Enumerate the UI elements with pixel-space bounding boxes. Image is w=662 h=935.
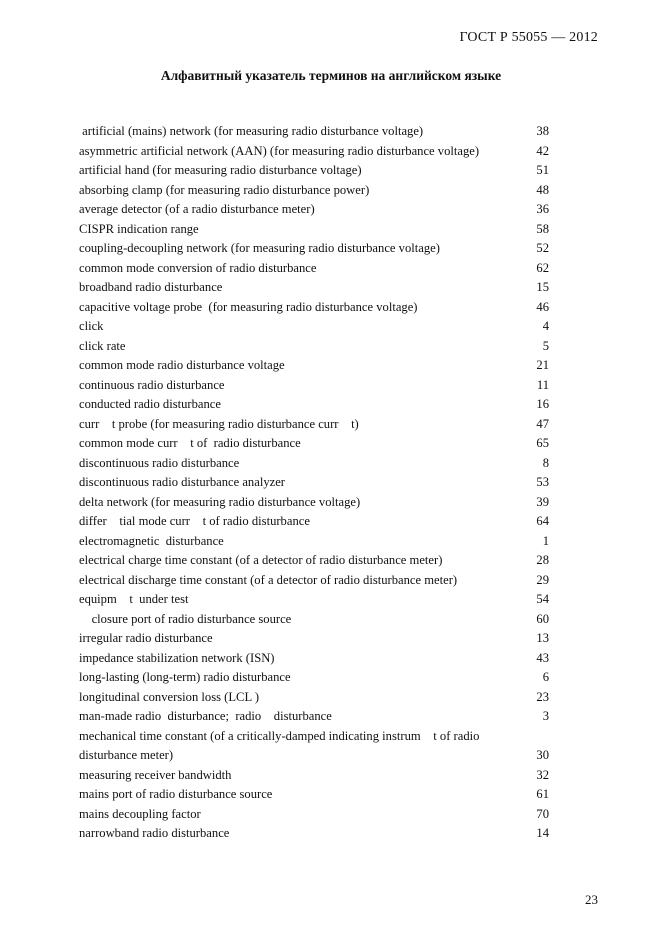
index-entry — [79, 220, 549, 240]
index-entry-page: 51 — [536, 163, 549, 177]
index-entry-term: differ tial mode curr t of radio disturbance — [79, 514, 310, 528]
index-entry — [79, 727, 549, 766]
index-entry — [79, 473, 549, 493]
index-entry-term: longitudinal conversion loss (LCL ) — [79, 689, 260, 704]
page-number: 23 — [585, 892, 598, 907]
index-entry-term: common mode conversion of radio disturbance — [79, 260, 317, 275]
index-entry-page: 36 — [536, 202, 549, 216]
index-entry-page: 3 — [542, 709, 549, 723]
index-entry-term: asymmetric artificial network (AAN) (for measuring radio disturbance voltage) — [79, 143, 480, 158]
index-entry-page: 38 — [536, 124, 549, 138]
index-entry-page: 64 — [536, 514, 549, 528]
index-entry-page: 8 — [542, 455, 549, 470]
index-entry — [79, 610, 549, 630]
index-entry — [79, 824, 549, 844]
index-entry — [79, 376, 549, 396]
index-entry-page: 60 — [536, 611, 549, 626]
index-entry-page: 47 — [536, 416, 549, 431]
index-entry — [79, 629, 549, 649]
index-entry — [79, 668, 549, 688]
index-entry-page: 42 — [536, 143, 549, 158]
index-entry-term: discontinuous radio disturbance analyzer — [79, 475, 285, 489]
index-entry-term: electrical discharge time constant (of a detector of radio disturbance meter) — [79, 572, 458, 587]
index-entry-term: average detector (of a radio disturbance meter) — [79, 202, 315, 216]
index-entry-term: click rate — [79, 338, 126, 353]
index-entry — [79, 688, 549, 708]
index-entry-page: 29 — [536, 572, 549, 587]
index-entry — [79, 512, 549, 532]
index-entry — [79, 181, 549, 201]
index-entry-page: 32 — [536, 767, 549, 782]
index-entry-page: 4 — [542, 319, 549, 333]
index-entry — [79, 161, 549, 181]
index-entry — [79, 707, 549, 727]
index-entry-term: closure port of radio disturbance source — [79, 611, 292, 626]
index-entry-term: common mode radio disturbance voltage — [79, 358, 285, 372]
index-entry-term: conducted radio disturbance — [79, 397, 221, 411]
index-entry — [79, 278, 549, 298]
index-entry — [79, 766, 549, 786]
index-entry-page: 61 — [536, 787, 549, 801]
index-entry-page: 15 — [536, 280, 549, 294]
index-entry-page: 16 — [536, 397, 549, 411]
index-entry-page: 48 — [536, 182, 549, 197]
index-entry-term: delta network (for measuring radio disturbance voltage) — [79, 494, 361, 509]
index-entry-term: artificial (mains) network (for measuring radio disturbance voltage) — [79, 124, 424, 138]
index-entry-term: click — [79, 319, 104, 333]
index-entry-page: 13 — [536, 631, 549, 645]
index-entry-term: broadband radio disturbance — [79, 280, 223, 294]
index-entry — [79, 532, 549, 552]
index-entry — [79, 590, 549, 610]
page-title: Алфавитный указатель терминов на английском языке — [160, 68, 502, 83]
index-entry-term: common mode curr t of radio disturbance — [79, 436, 301, 450]
index-entry-page: 1 — [542, 533, 549, 548]
index-entry — [79, 356, 549, 376]
index-entry-page: 23 — [536, 689, 549, 704]
index-entry-term: artificial hand (for measuring radio disturbance voltage) — [79, 163, 362, 177]
index-entry — [79, 434, 549, 454]
index-entry-page: 21 — [536, 358, 549, 372]
index-entry — [79, 571, 549, 591]
index-entry-term: equipm t under test — [79, 592, 189, 606]
index-entry-term: coupling-decoupling network (for measuring radio disturbance voltage) — [79, 241, 440, 255]
index-entry-page: 14 — [536, 826, 549, 840]
index-entry-page: 11 — [536, 377, 549, 392]
index-entry — [79, 337, 549, 357]
index-entry-term: measuring receiver bandwidth — [79, 767, 232, 782]
index-entry-page: 53 — [536, 475, 549, 489]
index-entry-page: 62 — [536, 260, 549, 275]
index-entry — [79, 805, 549, 825]
index-entry-term: continuous radio disturbance — [79, 377, 225, 392]
index-entry-page: 43 — [536, 650, 549, 665]
index-entry — [79, 493, 549, 513]
index-entry — [79, 454, 549, 474]
index-entry-term: mains port of radio disturbance source — [79, 787, 273, 801]
index-entry-term: mains decoupling factor — [79, 806, 201, 821]
index-entry-page: 28 — [536, 553, 549, 567]
index-entry-page: 6 — [542, 670, 549, 684]
index-entry-term: irregular radio disturbance — [79, 631, 213, 645]
index-entry-page: 5 — [542, 338, 549, 353]
index-entry — [79, 317, 549, 337]
index-entry-term: man-made radio disturbance; radio disturbance — [79, 709, 332, 723]
index-entry-page: 52 — [536, 241, 549, 255]
index-entry — [79, 785, 549, 805]
index-entry-term: narrowband radio disturbance — [79, 826, 230, 840]
index-entry-term: long-lasting (long-term) radio disturbance — [79, 670, 291, 684]
index-entry-page: 65 — [536, 436, 549, 450]
index-entry-term: electrical charge time constant (of a detector of radio disturbance meter) — [79, 553, 443, 567]
index-entry-term: capacitive voltage probe (for measuring radio disturbance voltage) — [79, 299, 418, 314]
index-entry — [79, 551, 549, 571]
index-entry — [79, 122, 549, 142]
index-entry — [79, 259, 549, 279]
index-entry — [79, 415, 549, 435]
index-entry-page: 58 — [536, 221, 549, 236]
index-entry-term: electromagnetic disturbance — [79, 533, 224, 548]
index-entry-term: mechanical time constant (of a critically-damped indicating instrum t of radio disturbance meter) — [79, 728, 483, 762]
index-entry-term: discontinuous radio disturbance — [79, 455, 240, 470]
index-entry — [79, 649, 549, 669]
index-entry-page: 39 — [536, 494, 549, 509]
index-entry — [79, 142, 549, 162]
index-entry — [79, 200, 549, 220]
index-entry — [79, 298, 549, 318]
term-index-list — [79, 122, 549, 844]
index-entry-term: absorbing clamp (for measuring radio disturbance power) — [79, 182, 370, 197]
index-entry-page: 46 — [536, 299, 549, 314]
index-entry-term: curr t probe (for measuring radio disturbance curr t) — [79, 416, 359, 431]
document-header-standard: ГОСТ Р 55055 — 2012 — [459, 30, 598, 45]
index-entry-page: 70 — [536, 806, 549, 821]
index-entry-page: 30 — [536, 748, 549, 762]
index-entry-page: 54 — [536, 592, 549, 606]
index-entry-term: CISPR indication range — [79, 221, 199, 236]
index-entry — [79, 395, 549, 415]
index-entry-term: impedance stabilization network (ISN) — [79, 650, 275, 665]
index-entry — [79, 239, 549, 259]
